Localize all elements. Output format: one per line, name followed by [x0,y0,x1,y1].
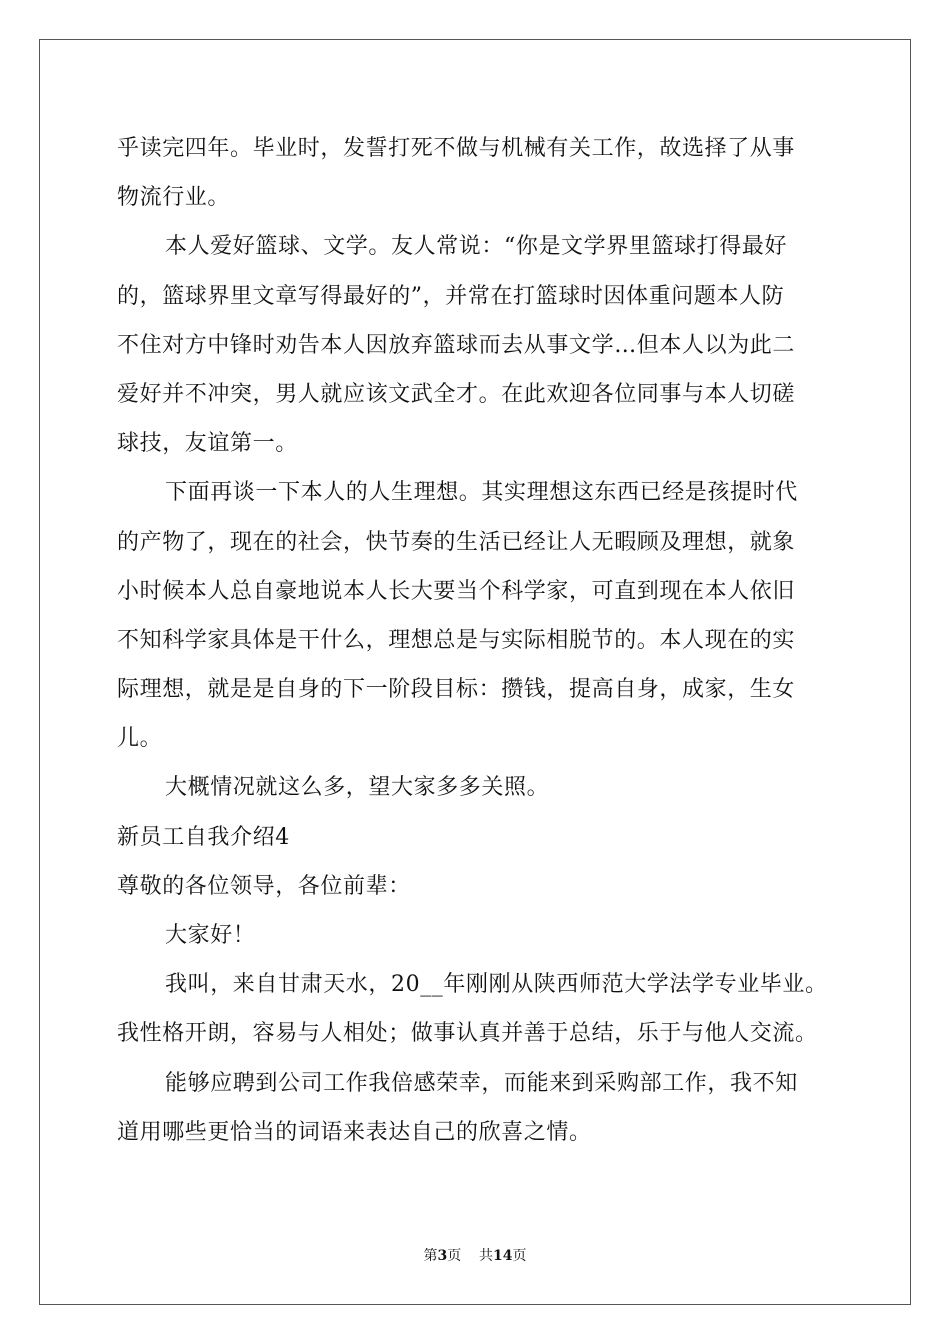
total-pages: 14 [493,1248,513,1264]
text-line: 不知科学家具体是干什么，理想总是与实际相脱节的。本人现在的实 [117,627,796,653]
page-label-suffix: 页 [447,1248,462,1264]
text-line: 不住对方中锋时劝告本人因放弃篮球而去从事文学…但本人以为此二 [117,332,796,358]
paragraph-line: 我叫，来自甘肃天水，20__年刚刚从陕西师范大学法学专业毕业。 [165,972,828,998]
text-line: 乎读完四年。毕业时，发誓打死不做与机械有关工作，故选择了从事 [117,136,796,161]
text-line: 爱好并不冲突，男人就应该文武全才。在此欢迎各位同事与本人切磋 [117,381,796,407]
paragraph-line: 能够应聘到公司工作我倍感荣幸，而能来到采购部工作，我不知 [165,1070,798,1096]
text-line: 际理想，就是是自身的下一阶段目标：攒钱，提高自身，成家，生女 [117,677,796,703]
page-number: 3 [437,1248,448,1264]
text-line: 儿。 [117,726,163,752]
total-label-prefix: 共 [479,1248,494,1264]
text-line: 物流行业。 [117,185,231,211]
salutation-line: 尊敬的各位领导，各位前辈： [117,873,411,899]
total-label-suffix: 页 [512,1248,527,1264]
paragraph-line: 下面再谈一下本人的人生理想。其实理想这东西已经是孩提时代 [165,480,798,506]
page-footer [0,1246,950,1266]
text-line: 球技，友谊第一。 [117,431,298,457]
paragraph-line: 大概情况就这么多，望大家多多关照。 [165,775,550,801]
document-body [117,124,837,1157]
text-line: 道用哪些更恰当的词语来表达自己的欣喜之情。 [117,1119,592,1145]
greeting-line: 大家好！ [165,923,256,948]
text-line: 小时候本人总自豪地说本人长大要当个科学家，可直到现在本人依旧 [117,578,796,604]
text-line: 我性格开朗，容易与人相处；做事认真并善于总结，乐于与他人交流。 [117,1021,818,1047]
text-line: 的，篮球界里文章写得最好的”，并常在打篮球时因体重问题本人防 [117,283,785,309]
page-label-prefix: 第 [423,1248,438,1264]
section-heading: 新员工自我介绍4 [117,824,290,850]
paragraph-line: 本人爱好篮球、文学。友人常说：“你是文学界里篮球打得最好 [165,234,788,260]
text-line: 的产物了，现在的社会，快节奏的生活已经让人无暇顾及理想，就象 [117,529,796,555]
